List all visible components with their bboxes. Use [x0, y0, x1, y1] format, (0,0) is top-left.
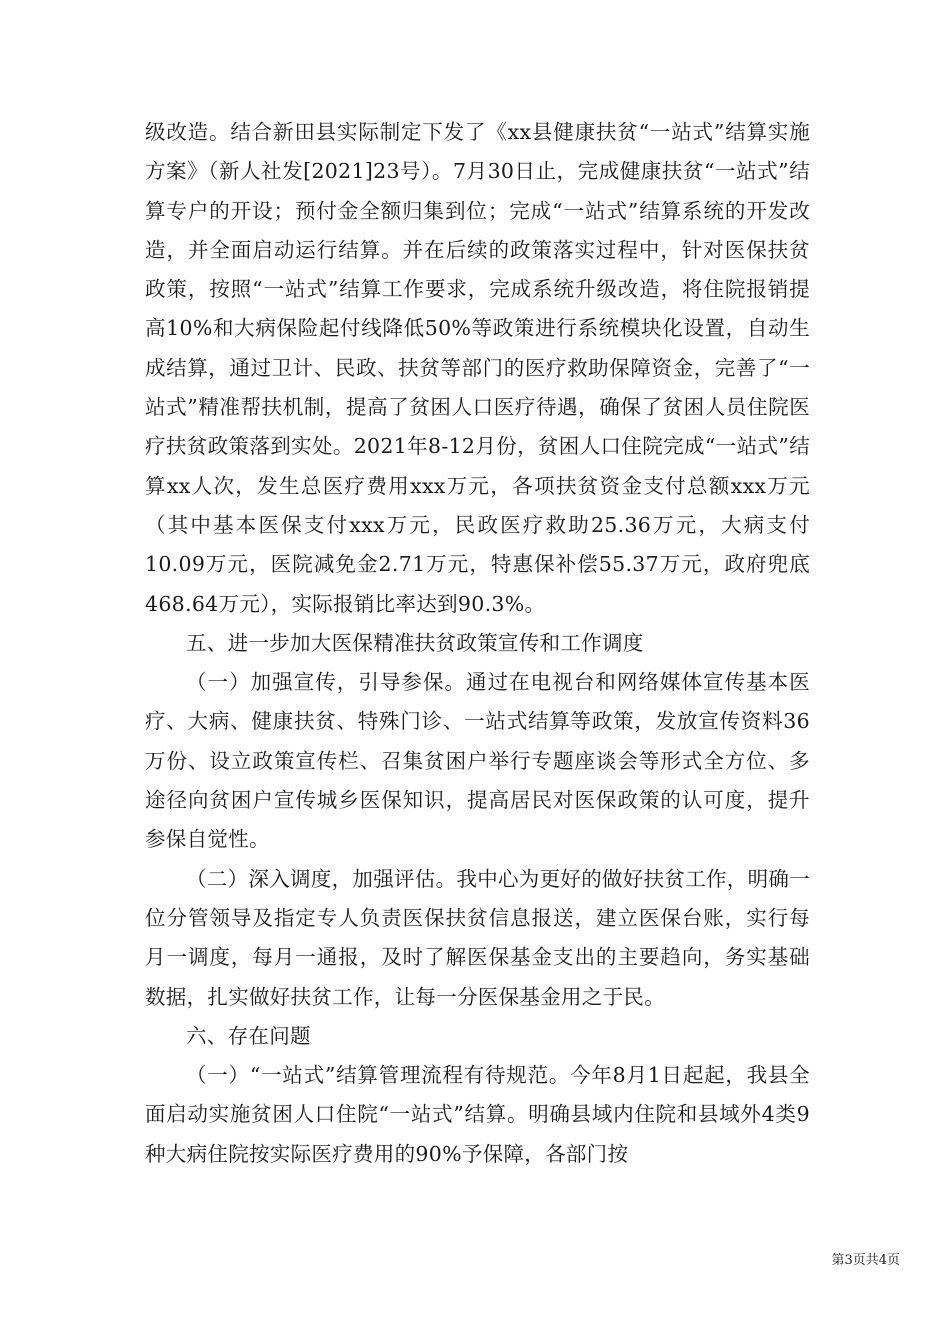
paragraph-existing-problems: （一）“一站式”结算管理流程有待规范。今年8月1日起起，我县全面启动实施贫困人口住院“一站式”结算。明确县域内住院和县域外4类9种大病住院按实际医疗费用的90%予保障，各部门按	[145, 1063, 810, 1166]
section-heading-five: 五、进一步加大医保精准扶贫政策宣传和工作调度	[186, 630, 644, 655]
paragraph-scheduling: （二）深入调度，加强评估。我中心为更好的做好扶贫工作，明确一位分管领导及指定专人负责医保扶贫信息报送，建立医保台账，实行每月一调度，每月一通报，及时了解医保基金支出的主要趋向，务实基础数据，扎实做好扶贫工作，让每一分医保基金用之于民。	[145, 866, 810, 1009]
section-heading-six: 六、存在问题	[186, 1023, 311, 1048]
paragraph-publicity: （一）加强宣传，引导参保。通过在电视台和网络媒体宣传基本医疗、大病、健康扶贫、特殊门诊、一站式结算等政策，发放宣传资料36万份、设立政策宣传栏、召集贫困户举行专题座谈会等形式全方位、多途径向贫困户宣传城乡医保知识，提高居民对医保政策的认可度，提升参保自觉性。	[145, 670, 810, 852]
page-number-footer: 第3页共4页	[831, 1253, 900, 1268]
paragraph-settlement-reform: 级改造。结合新田县实际制定下发了《xx县健康扶贫“一站式”结算实施方案》（新人社发[2021]23号）。7月30日止，完成健康扶贫“一站式”结算专户的开设；预付金全额归集到位；完成“一站式”结算系统的开发改造，并全面启动运行结算。并在后续的政策落实过程中，针对医保扶贫政策，按照“一站式”结算工作要求，完成系统升级改造，将住院报销提高10%和大病保险起付线降低50%等政策进行系统模块化设置，自动生成结算，通过卫计、民政、扶贫等部门的医疗救助保障资金，完善了“一站式”精准帮扶机制，提高了贫困人口医疗待遇，确保了贫困人员住院医疗扶贫政策落到实处。2021年8-12月份，贫困人口住院完成“一站式”结算xx人次，发生总医疗费用xxx万元，各项扶贫资金支付总额xxx万元（其中基本医保支付xxx万元，民政医疗救助25.36万元，大病支付10.09万元，医院减免金2.71万元，特惠保补偿55.37万元，政府兜底468.64万元），实际报销比率达到90.3%。	[145, 120, 810, 616]
document-body	[145, 113, 810, 1174]
